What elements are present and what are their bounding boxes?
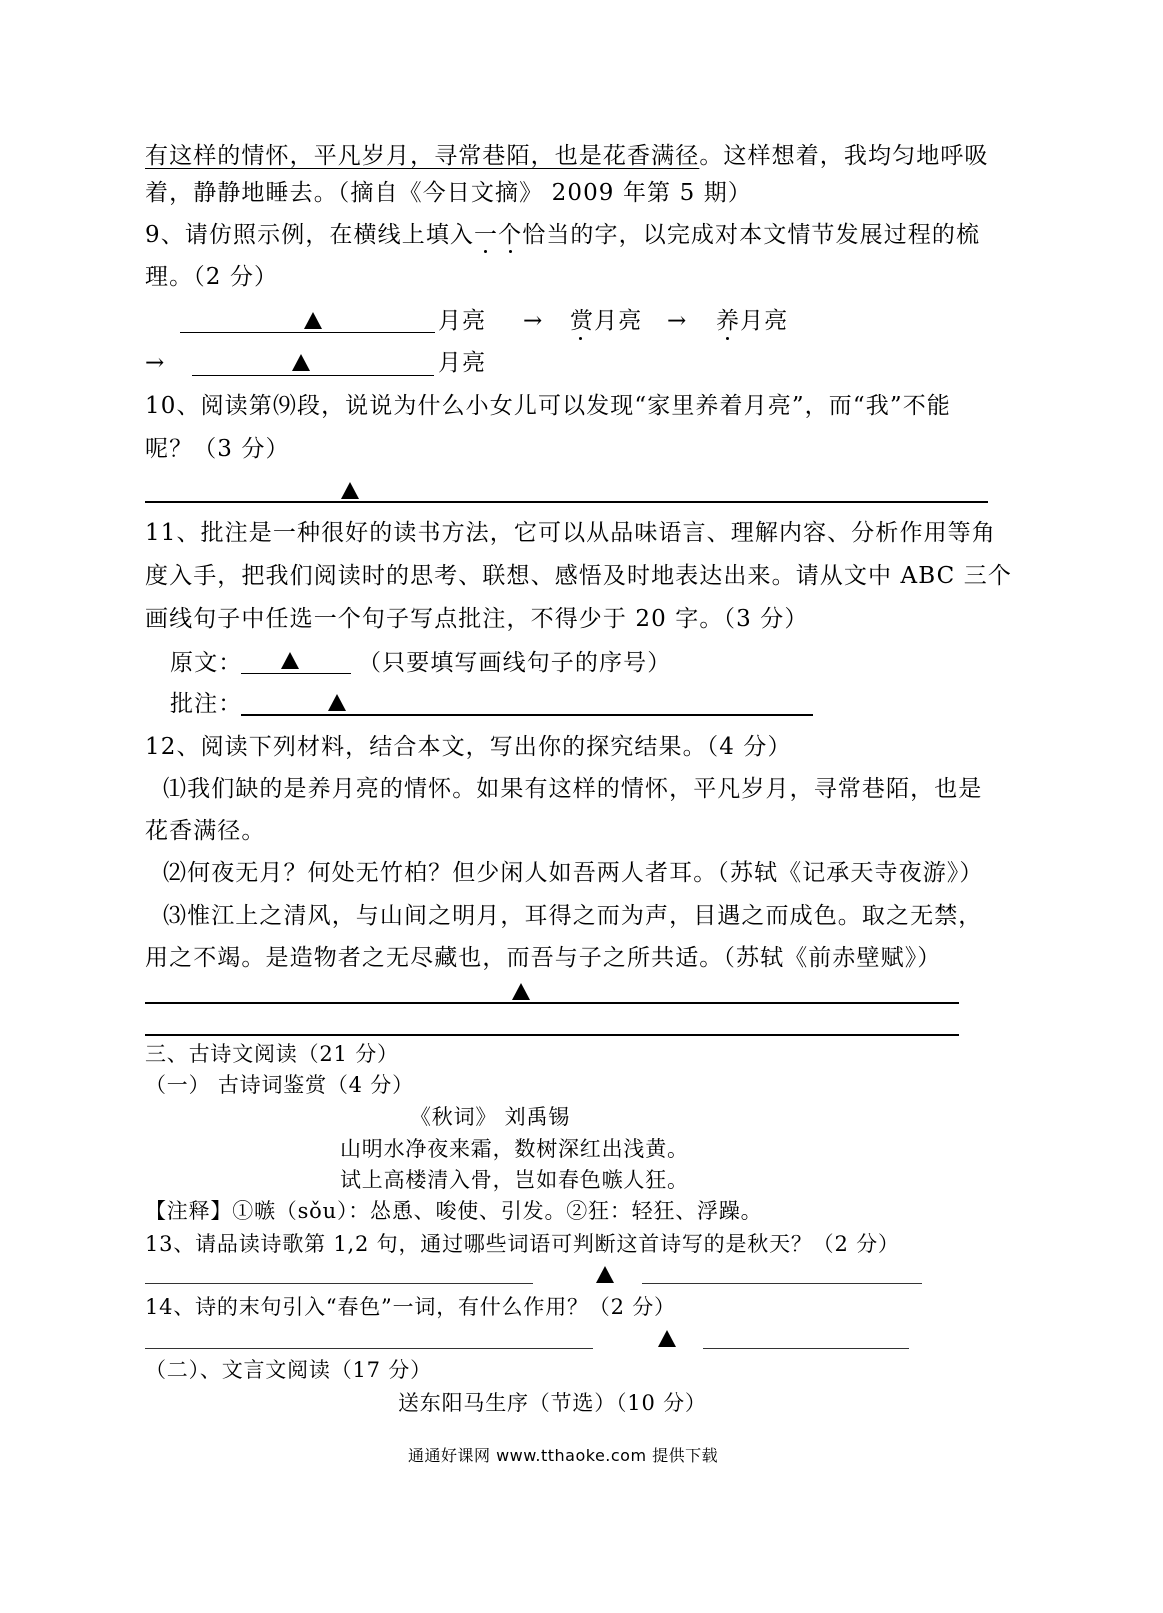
part-1-heading: （一） 古诗词鉴赏（4 分） xyxy=(145,1073,414,1097)
material-3-line-2: 用之不竭。是造物者之无尽藏也，而吾与子之所共适。（苏轼《前赤壁赋》） xyxy=(145,945,942,971)
q10-prompt-line-2: 呢？（3 分） xyxy=(145,436,290,462)
part-2-heading: （二）、文言文阅读（17 分） xyxy=(145,1358,432,1382)
answer-marker-icon xyxy=(281,652,299,669)
q9-moon-1: 月亮 xyxy=(438,308,487,334)
q10-answer-line[interactable] xyxy=(145,501,988,503)
answer-marker-icon xyxy=(341,482,359,499)
q10-prompt-line-1: 10、阅读第⑼段，说说为什么小女儿可以发现“家里养着月亮”，而“我”不能 xyxy=(145,393,951,419)
poem-title: 《秋词》 刘禹锡 xyxy=(410,1105,571,1129)
emphasis-dot xyxy=(509,250,512,253)
material-1-line-2: 花香满径。 xyxy=(145,818,266,844)
q12-answer-line-2[interactable] xyxy=(145,1034,959,1036)
arrow-icon: → xyxy=(145,350,166,376)
answer-marker-icon xyxy=(304,312,322,329)
q9-step-raise: 养月亮 xyxy=(716,308,789,334)
q12-answer-line-1[interactable] xyxy=(145,1002,959,1004)
q13-answer-line-left[interactable] xyxy=(145,1283,533,1284)
arrow-icon: → xyxy=(667,308,688,334)
passage-line-2: 着，静静地睡去。（摘自《今日文摘》 2009 年第 5 期） xyxy=(145,180,752,206)
emphasis-dot xyxy=(579,337,582,340)
q14-answer-line-right[interactable] xyxy=(703,1348,909,1349)
answer-marker-icon xyxy=(292,354,310,371)
footer-credit: 通通好课网 www.tthaoke.com 提供下载 xyxy=(408,1446,719,1465)
answer-marker-icon xyxy=(658,1330,676,1347)
section-3-heading: 三、古诗文阅读（21 分） xyxy=(145,1042,399,1066)
q14-answer-line-left[interactable] xyxy=(145,1348,593,1349)
answer-marker-icon xyxy=(328,694,346,711)
q9-moon-2: 月亮 xyxy=(438,350,487,376)
arrow-icon: → xyxy=(523,308,544,334)
answer-marker-icon xyxy=(596,1266,614,1283)
passage-line-1: 有这样的情怀，平凡岁月，寻常巷陌，也是花香满径。这样想着，我均匀地呼吸 xyxy=(145,143,989,169)
q11-prompt-line-1: 11、批注是一种很好的读书方法，它可以从品味语言、理解内容、分析作用等角 xyxy=(145,520,996,546)
q14-prompt: 14、诗的末句引入“春色”一词，有什么作用？（2 分） xyxy=(145,1295,676,1319)
q11-prompt-line-3: 画线句子中任选一个句子写点批注，不得少于 20 字。（3 分） xyxy=(145,606,809,632)
essay-title: 送东阳马生序（节选）（10 分） xyxy=(398,1391,707,1415)
material-1-line-1: ⑴我们缺的是养月亮的情怀。如果有这样的情怀，平凡岁月，寻常巷陌，也是 xyxy=(163,776,983,802)
q9-step-appreciate: 赏月亮 xyxy=(570,308,643,334)
q9-answer-blank-1[interactable] xyxy=(180,332,435,333)
poem-line-1: 山明水净夜来霜，数树深红出浅黄。 xyxy=(340,1137,689,1161)
poem-line-2: 试上高楼清入骨，岂如春色嗾人狂。 xyxy=(340,1168,689,1192)
poem-note: 【注释】①嗾（sǒu）：怂恿、唆使、引发。②狂：轻狂、浮躁。 xyxy=(145,1199,763,1223)
answer-marker-icon xyxy=(512,983,530,1000)
q11-prompt-line-2: 度入手，把我们阅读时的思考、联想、感悟及时地表达出来。请从文中 ABC 三个 xyxy=(145,563,1012,589)
q12-prompt: 12、阅读下列材料，结合本文，写出你的探究结果。（4 分） xyxy=(145,734,792,760)
q9-prompt-line-1: 9、请仿照示例，在横线上填入一个恰当的字，以完成对本文情节发展过程的梳 xyxy=(145,222,981,248)
annotation-label: 批注： xyxy=(170,691,243,717)
q13-prompt: 13、请品读诗歌第 1,2 句，通过哪些词语可判断这首诗写的是秋天？（2 分） xyxy=(145,1232,900,1256)
material-3-line-1: ⑶惟江上之清风，与山间之明月，耳得之而为声，目遇之而成色。取之无禁， xyxy=(163,903,983,929)
q9-prompt-line-2: 理。（2 分） xyxy=(145,264,279,290)
annotation-answer-line[interactable] xyxy=(241,714,813,716)
original-hint: （只要填写画线句子的序号） xyxy=(358,650,672,676)
q13-answer-line-right[interactable] xyxy=(642,1283,922,1284)
emphasis-dot xyxy=(726,337,729,340)
emphasis-dot xyxy=(484,250,487,253)
material-2: ⑵何夜无月？何处无竹柏？但少闲人如吾两人者耳。（苏轼《记承天寺夜游》） xyxy=(163,860,984,886)
q9-answer-blank-2[interactable] xyxy=(192,375,434,376)
underlined-sentence: 有这样的情怀，平凡岁月，寻常巷陌，也是花香满径 xyxy=(145,143,700,169)
original-answer-blank[interactable] xyxy=(241,673,351,674)
original-label: 原文： xyxy=(170,650,243,676)
